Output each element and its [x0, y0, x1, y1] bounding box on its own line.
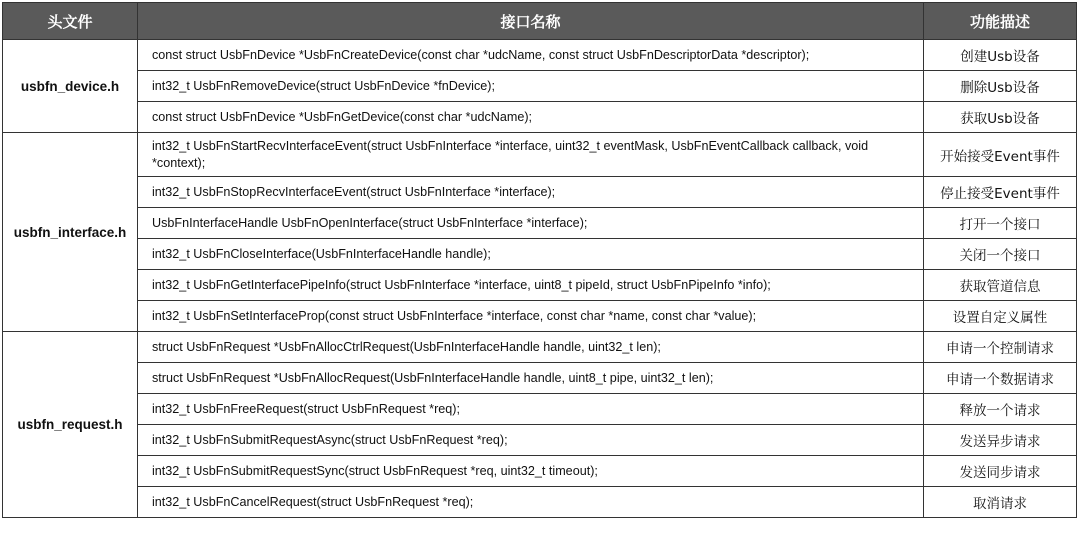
api-cell: int32_t UsbFnSubmitRequestSync(struct UsbFnRequest *req, uint32_t timeout);	[138, 456, 924, 487]
desc-cell: 申请一个控制请求	[924, 332, 1077, 363]
desc-cell: 开始接受Event事件	[924, 133, 1077, 177]
header-file-cell: usbfn_interface.h	[3, 133, 138, 332]
table-row	[3, 270, 1077, 301]
table-row	[3, 239, 1077, 270]
api-cell: const struct UsbFnDevice *UsbFnGetDevice(const char *udcName);	[138, 102, 924, 133]
api-cell: int32_t UsbFnFreeRequest(struct UsbFnRequest *req);	[138, 394, 924, 425]
desc-cell: 获取Usb设备	[924, 102, 1077, 133]
header-desc: 功能描述	[924, 3, 1077, 40]
desc-cell: 发送同步请求	[924, 456, 1077, 487]
table-row	[3, 133, 1077, 177]
desc-cell: 创建Usb设备	[924, 40, 1077, 71]
api-cell: UsbFnInterfaceHandle UsbFnOpenInterface(struct UsbFnInterface *interface);	[138, 208, 924, 239]
header-row	[3, 3, 1077, 40]
desc-cell: 打开一个接口	[924, 208, 1077, 239]
desc-cell: 删除Usb设备	[924, 71, 1077, 102]
table-row	[3, 425, 1077, 456]
table-row	[3, 40, 1077, 71]
table-row	[3, 456, 1077, 487]
api-table	[2, 2, 1077, 518]
desc-cell: 设置自定义属性	[924, 301, 1077, 332]
table-row	[3, 332, 1077, 363]
api-table-container	[2, 2, 1077, 518]
table-row	[3, 102, 1077, 133]
table-row	[3, 208, 1077, 239]
api-cell: int32_t UsbFnStartRecvInterfaceEvent(struct UsbFnInterface *interface, uint32_t eventMask, UsbFnEventCallback callback, void *context);	[138, 133, 924, 177]
table-row	[3, 363, 1077, 394]
table-row	[3, 177, 1077, 208]
desc-cell: 停止接受Event事件	[924, 177, 1077, 208]
header-api: 接口名称	[138, 3, 924, 40]
header-file-cell: usbfn_device.h	[3, 40, 138, 133]
table-row	[3, 487, 1077, 518]
api-cell: int32_t UsbFnCloseInterface(UsbFnInterfaceHandle handle);	[138, 239, 924, 270]
api-cell: int32_t UsbFnRemoveDevice(struct UsbFnDevice *fnDevice);	[138, 71, 924, 102]
api-cell: int32_t UsbFnGetInterfacePipeInfo(struct UsbFnInterface *interface, uint8_t pipeId, struct UsbFnPipeInfo *info);	[138, 270, 924, 301]
api-cell: int32_t UsbFnCancelRequest(struct UsbFnRequest *req);	[138, 487, 924, 518]
desc-cell: 获取管道信息	[924, 270, 1077, 301]
api-cell: int32_t UsbFnSetInterfaceProp(const struct UsbFnInterface *interface, const char *name, const char *value);	[138, 301, 924, 332]
table-row	[3, 394, 1077, 425]
table-row	[3, 301, 1077, 332]
api-cell: int32_t UsbFnSubmitRequestAsync(struct UsbFnRequest *req);	[138, 425, 924, 456]
api-cell: const struct UsbFnDevice *UsbFnCreateDevice(const char *udcName, const struct UsbFnDescriptorData *descriptor);	[138, 40, 924, 71]
api-cell: struct UsbFnRequest *UsbFnAllocCtrlRequest(UsbFnInterfaceHandle handle, uint32_t len);	[138, 332, 924, 363]
desc-cell: 取消请求	[924, 487, 1077, 518]
desc-cell: 发送异步请求	[924, 425, 1077, 456]
api-cell: struct UsbFnRequest *UsbFnAllocRequest(UsbFnInterfaceHandle handle, uint8_t pipe, uint32_t len);	[138, 363, 924, 394]
desc-cell: 关闭一个接口	[924, 239, 1077, 270]
header-file: 头文件	[3, 3, 138, 40]
header-file-cell: usbfn_request.h	[3, 332, 138, 518]
desc-cell: 申请一个数据请求	[924, 363, 1077, 394]
desc-cell: 释放一个请求	[924, 394, 1077, 425]
table-row	[3, 71, 1077, 102]
api-cell: int32_t UsbFnStopRecvInterfaceEvent(struct UsbFnInterface *interface);	[138, 177, 924, 208]
